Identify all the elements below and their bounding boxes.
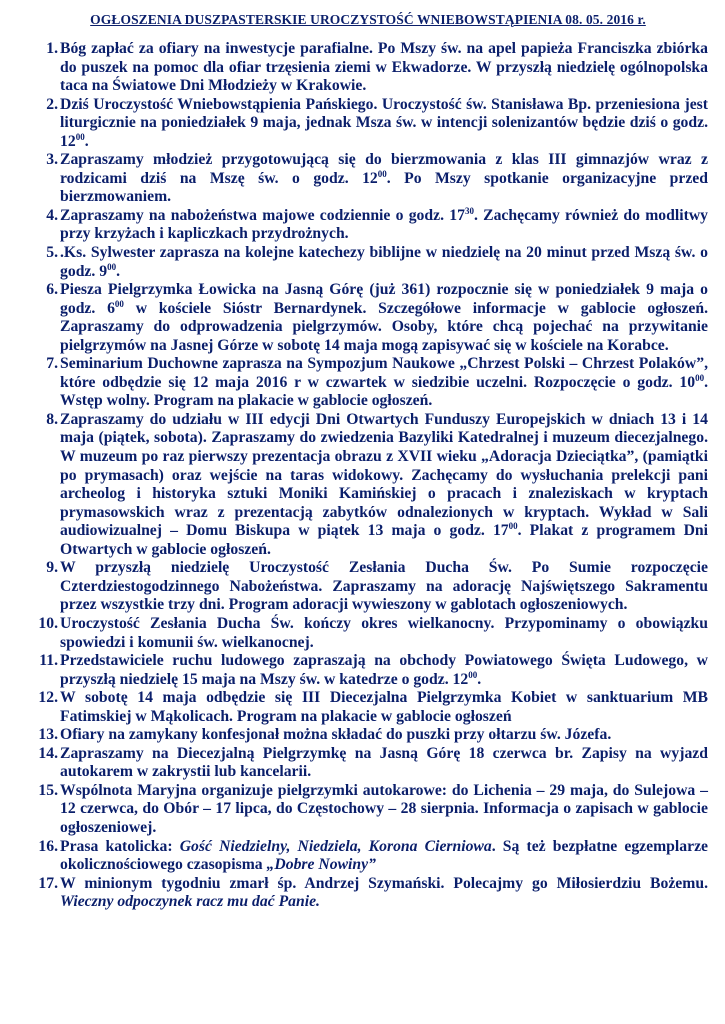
notice-item [16,151,708,207]
notice-number: 11. [39,652,58,670]
notice-number: 12. [38,689,58,707]
notice-number: 10. [38,614,58,632]
notice-number: 5. [46,244,58,262]
title-text: OGŁOSZENIA DUSZPASTERSKIE UROCZYSTOŚĆ WNIEBOWSTĄPIENIA 08. 05. 2016 r. [90,12,646,27]
notice-item [16,726,708,745]
notice-item [16,559,708,615]
notice-list [16,40,708,912]
notice-item [16,782,708,838]
notice-text: Zapraszamy do udziału w III edycji Dni Otwartych Funduszy Europejskich w dniach 13 i 14 maja (piątek, sobota). Zapraszamy do zwiedzenia Bazyliki Katedralnej i muzeum diecezjalnego. W muzeum po raz pierwszy prezentacja obrazu z XVII wieku „Adoracja Dzieciątka”, (pamiątki po prymasach) oraz wejście na taras widokowy. Zachęcamy do wysłuchania prelekcji pani archeolog i historyka sztuki Moniki Kamińskiej o pracach i znaleziskach w kryptach prymasowskich wraz z prezentacją zabytków odnalezionych w kryptach. Wykład w Sali audiowizualnej – Domu Biskupa w piątek 13 maja o godz. $17^{00}$. Plakat z programem Dni Otwartych w gablocie ogłoszeń. [60,410,709,558]
page-title [16,12,708,28]
notice-item [16,40,708,96]
notice-item [16,652,708,689]
notice-number: 15. [38,781,58,799]
notice-item [16,689,708,726]
notice-number: 2. [46,95,58,113]
notice-text: Zapraszamy młodzież przygotowującą się do bierzmowania z klas III gimnazjów wraz z rodzicami dziś na Mszę św. o godz. $12^{00}$. Po Mszy spotkanie organizacyjne przed bierzmowaniem. [60,151,708,206]
notice-text: Przedstawiciele ruchu ludowego zapraszają na obchody Powiatowego Święta Ludowego, w przyszłą niedzielę 15 maja na Mszy św. w katedrze o godz. $12^{00}$. [60,652,708,688]
notice-number: 1. [46,40,58,57]
notice-item [16,745,708,782]
notice-text: Piesza Pielgrzymka Łowicka na Jasną Górę (już 361) rozpocznie się w poniedziałek 9 maja o godz. $6^{00}$ w kościele Sióstr Bernardynek. Szczegółowe informacje w gablocie ogłoszeń. Zapraszamy do odprowadzenia pielgrzymów. Osoby, które chcą pojechać na przywitanie pielgrzymów na Jasnej Górze w sobotę 14 maja mogą zapisywać się w kościele na Korabce. [60,281,709,354]
notice-text: .Ks. Sylwester zaprasza na kolejne katechezy biblijne w niedzielę na 20 minut przed Mszą św. o godz. $9^{00}$. [60,244,708,280]
notice-number: 7. [46,355,58,373]
notice-text: Wspólnota Maryjna organizuje pielgrzymki autokarowe: do Lichenia – 29 maja, do Sulejowa – 12 czerwca, do Obór – 17 lipca, do Częstochowy – 28 sierpnia. Informacja o zapisach w gablocie ogłoszeniowej. [60,781,708,836]
notice-item [16,244,708,281]
notice-item [16,207,708,244]
notice-text: Uroczystość Zesłania Ducha Św. kończy okres wielkanocny. Przypominamy o obowiązku spowiedzi i komunii św. wielkanocnej. [60,614,708,651]
notice-number: 9. [46,559,58,577]
notice-text: W sobotę 14 maja odbędzie się III Diecezjalna Pielgrzymka Kobiet w sanktuarium MB Fatimskiej w Mąkolicach. Program na plakacie w gablocie ogłoszeń [60,689,708,725]
notice-text: Ofiary na zamykany konfesjonał można składać do puszki przy ołtarzu św. Józefa. [60,726,612,744]
notice-number: 13. [38,726,58,744]
notice-number: 14. [38,744,58,762]
notice-item [16,411,708,559]
notice-number: 6. [46,281,58,299]
notice-text: Zapraszamy na Diecezjalną Pielgrzymkę na Jasną Górę 18 czerwca br. Zapisy na wyjazd autokarem w zakrystii lub kancelarii. [60,744,708,781]
notice-item [16,875,708,912]
notice-item [16,281,708,355]
notice-text: Dziś Uroczystość Wniebowstąpienia Pańskiego. Uroczystość św. Stanisława Bp. przeniesiona jest liturgicznie na poniedziałek 9 maja, jednak Msza św. w intencji solenizantów będzie dziś o godz. $12^{00}$. [60,95,708,150]
notice-number: 8. [46,410,58,428]
notice-item [16,838,708,875]
notice-number: 3. [46,151,58,169]
notice-item [16,355,708,411]
notice-number: 17. [38,874,58,892]
notice-text: Seminarium Duchowne zaprasza na Sympozjum Naukowe „Chrzest Polski – Chrzest Polaków”, które odbędzie się 12 maja 2016 r w czwartek w siedzibie uczelni. Rozpoczęcie o godz. $10^{00}$. Wstęp wolny. Program na plakacie w gablocie ogłoszeń. [60,355,708,410]
notice-text: W przyszłą niedzielę Uroczystość Zesłania Ducha Św. Po Sumie rozpoczęcie Czterdziestogodzinnego Nabożeństwa. Zapraszamy na adorację Najświętszego Sakramentu przez wszystkie trzy dni. Program adoracji wywieszony w gablotach ogłoszeniowych. [60,559,708,614]
notice-number: 4. [46,206,58,224]
notice-text: W minionym tygodniu zmarł śp. Andrzej Szymański. Polecajmy go Miłosierdziu Bożemu. Wieczny odpoczynek racz mu dać Panie. [60,874,708,911]
notice-number: 16. [38,837,58,855]
notice-text: Prasa katolicka: Gość Niedzielny, Niedziela, Korona Cierniowa. Są też bezpłatne egzemplarze okolicznościowego czasopisma „Dobre Nowiny” [60,837,708,874]
notice-item [16,615,708,652]
notice-item [16,96,708,152]
notice-text: Bóg zapłać za ofiary na inwestycje parafialne. Po Mszy św. na apel papieża Franciszka zbiórka do puszek na pomoc dla ofiar trzęsienia ziemi w Ekwadorze. W przyszłą niedzielę ogólnopolska taca na Światowe Dni Młodzieży w Krakowie. [60,40,708,95]
notice-text: Zapraszamy na nabożeństwa majowe codziennie o godz. $17^{30}$. Zachęcamy również do modlitwy przy krzyżach i kapliczkach przydrożnych. [60,205,708,243]
